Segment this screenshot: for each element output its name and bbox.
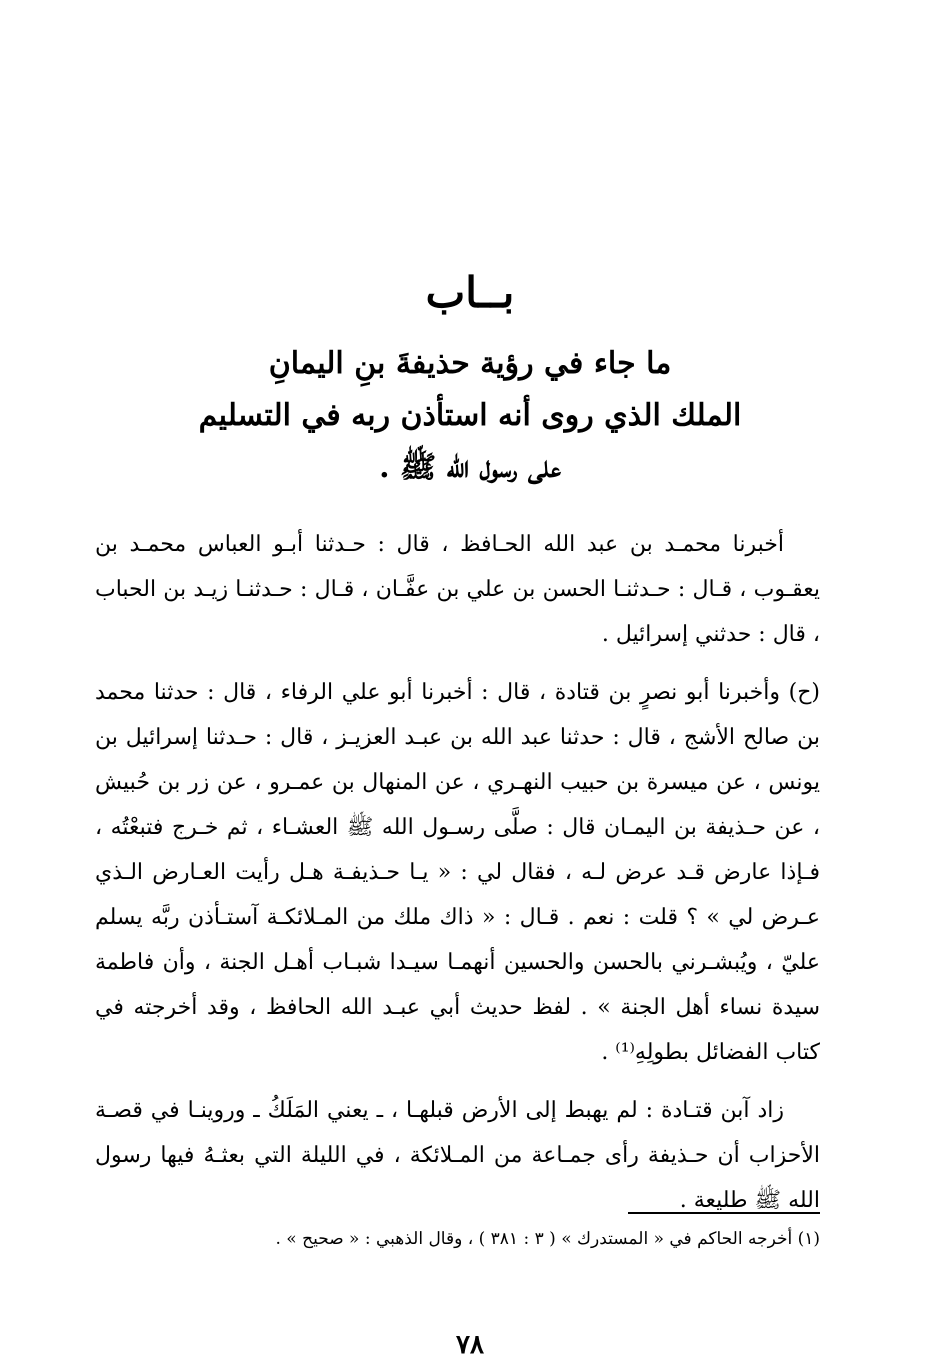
paragraph: (ح) وأخبرنا أبو نصرٍ بن قتادة ، قال : أخبرنا أبو علي الرفاء ، قال : حدثنا محمد بن صالح الأشج ، قال : حدثنا عبد الله بن عبـد العزيـز ، قال : حـدثنا إسرائيل بن يونس ، عن ميسرة بن حبيب النهـري ، عن المنهال بن عمـرو ، عن زر بن حُبيش ، عن حـذيفة بن اليمـان قال : صلَّى رسـول الله ﷺ العشـاء ، ثم خـرج فتبعْتُه ، فـإذا عارض قـد عرض لـه ، فقال لي : « يـا حـذيفـة هـل رأيت العـارض الـذي عـرض لي » ؟ قلت : نعم . قـال : « ذاك ملك من المـلائكـة آستـأذن ربَّه يسلم عليّ ، ويُبشـرني بالحسن والحسين أنهمـا سيـدا شبـاب أهـل الجنة ، وأن فاطمة سيدة نساء أهل الجنة » . لفظ حديث أبي عبـد الله الحافظ ، وقد أخرجته في كتاب الفضائل بطولِهِ⁽¹⁾ . <box>95 680 820 1065</box>
title-line: ما جاء في رؤية حذيفةَ بنِ اليمانِ <box>268 346 672 381</box>
body-text <box>95 522 820 1236</box>
title-line: الملك الذي روى أنه استأذن ربه في التسليم <box>198 398 742 433</box>
footnote: (١) أخرجه الحاكم في « المستدرك » ( ٣ : ٣٨١ ) ، وقال الذهبي : « صحيح » . <box>275 1229 820 1249</box>
paragraph: أخبرنا محمـد بن عبد الله الحـافظ ، قال : حـدثنا أبـو العباس محمـد بن يعقـوب ، قـال : حـدثنـا الحسن بن علي بن عفَّـان ، قـال : حـدثنـا زيـد بن الحباب ، قال : حدثني إسرائيل . <box>95 532 820 647</box>
title-line: على رسول الله ﷺ . <box>379 450 561 485</box>
chapter-label: بــاب <box>425 268 515 317</box>
page-number: ٧٨ <box>456 1330 484 1360</box>
chapter-title <box>150 338 790 494</box>
paragraph: زاد آبن قتـادة : لم يهبط إلى الأرض قبلهـا ، ـ يعني المَلَكُ ـ وروينـا في قصـة الأحزاب أن حـذيفة رأى جمـاعة من المـلائكة ، في الليلة التي بعثـهُ فيها رسول الله ﷺ طليعة . <box>95 1098 820 1213</box>
footnote-divider <box>628 1212 820 1214</box>
